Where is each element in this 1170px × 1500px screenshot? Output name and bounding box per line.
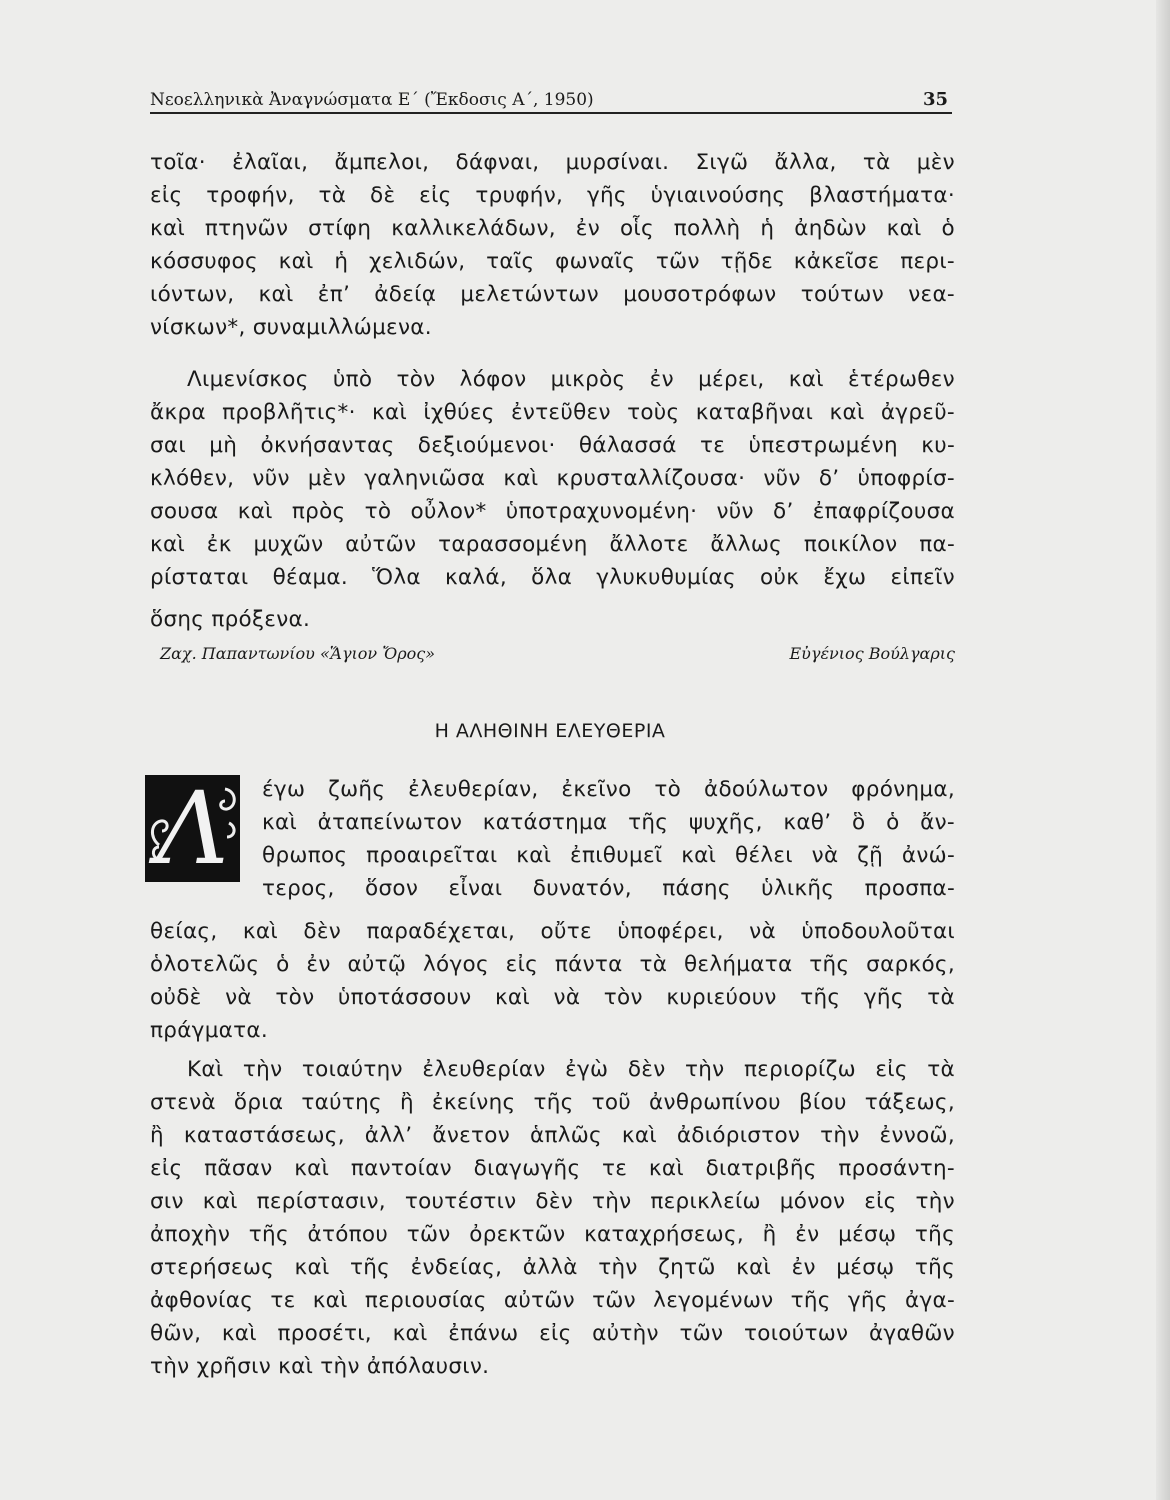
author-name: Εὐγένιος Βούλγαρις	[789, 644, 955, 663]
drop-cap-letter: Λ	[156, 770, 229, 887]
text-line: τερος, ὅσον εἶναι δυνατόν, πάσης ὑλικῆς προσπα-	[262, 876, 955, 901]
text-line: ὁλοτελῶς ὁ ἐν αὐτῷ λόγος εἰς πάντα τὰ θελήματα τῆς σαρκός,	[150, 952, 955, 977]
text-line: ρίσταται θέαμα. Ὅλα καλά, ὅλα γλυκυθυμίας οὐκ ἔχω εἰπεῖν	[150, 565, 955, 590]
text-line: ὅσης πρόξενα.	[150, 607, 311, 632]
text-line: σιν καὶ περίστασιν, τουτέστιν δὲν τὴν περικλείω μόνον εἰς τὴν	[150, 1189, 955, 1214]
text-line: κόσσυφος καὶ ἡ χελιδών, ταῖς φωναῖς τῶν τῇδε κἀκεῖσε περι-	[150, 249, 955, 274]
book-title: Νεοελληνικὰ Ἀναγνώσματα Ε΄ (Ἔκδοσις Α΄, 1950)	[150, 90, 594, 110]
text-line: θρωπος προαιρεῖται καὶ ἐπιθυμεῖ καὶ θέλει νὰ ζῇ ἀνώ-	[262, 843, 955, 868]
section-title: Η ΑΛΗΘΙΝΗ ΕΛΕΥΘΕΡΙΑ	[434, 720, 666, 742]
text-line: τὴν χρῆσιν καὶ τὴν ἀπόλαυσιν.	[150, 1354, 490, 1379]
ornamental-drop-cap	[145, 770, 240, 887]
text-line: ἀφθονίας τε καὶ περιουσίας αὐτῶν τῶν λεγομένων τῆς γῆς ἀγα-	[150, 1288, 955, 1313]
text-line: Λιμενίσκος ὑπὸ τὸν λόφον μικρὸς ἐν μέρει, καὶ ἑτέρωθεν	[187, 367, 955, 392]
text-line: ιόντων, καὶ ἐπ’ ἀδείᾳ μελετώντων μουσοτρόφων τούτων νεα-	[150, 282, 955, 307]
text-line: σουσα καὶ πρὸς τὸ οὖλον* ὑποτραχυνομένη· νῦν δ’ ἐπαφρίζουσα	[150, 499, 955, 524]
source-citation: Ζαχ. Παπαντωνίου «Ἅγιον Ὄρος»	[160, 644, 435, 663]
text-line: πράγματα.	[150, 1018, 268, 1043]
text-line: Καὶ τὴν τοιαύτην ἐλευθερίαν ἐγὼ δὲν τὴν περιορίζω εἰς τὰ	[187, 1057, 955, 1082]
page-edge-shadow	[1156, 0, 1170, 1500]
text-line: έγω ζωῆς ἐλευθερίαν, ἐκεῖνο τὸ ἀδούλωτον φρόνημα,	[262, 777, 955, 802]
text-line: τοῖα· ἐλαῖαι, ἄμπελοι, δάφναι, μυρσίναι. Σιγῶ ἄλλα, τὰ μὲν	[150, 150, 955, 175]
page-number: 35	[922, 89, 948, 110]
text-line: εἰς πᾶσαν καὶ παντοίαν διαγωγῆς τε καὶ διατριβῆς προσάντη-	[150, 1156, 955, 1181]
text-line: καὶ ἀταπείνωτον κατάστημα τῆς ψυχῆς, καθ’ ὃ ὁ ἄν-	[262, 810, 955, 835]
text-line: καὶ πτηνῶν στίφη καλλικελάδων, ἐν οἷς πολλὴ ἡ ἀηδὼν καὶ ὁ	[150, 216, 955, 241]
text-line: ἄκρα προβλῆτις*· καὶ ἰχθύες ἐντεῦθεν τοὺς καταβῆναι καὶ ἀγρεῦ-	[150, 400, 955, 425]
text-line: εἰς τροφήν, τὰ δὲ εἰς τρυφήν, γῆς ὑγιαινούσης βλαστήματα·	[150, 183, 955, 208]
text-line: οὐδὲ νὰ τὸν ὑποτάσσουν καὶ νὰ τὸν κυριεύουν τῆς γῆς τὰ	[150, 985, 955, 1010]
text-line: θῶν, καὶ προσέτι, καὶ ἐπάνω εἰς αὐτὴν τῶν τοιούτων ἀγαθῶν	[150, 1321, 955, 1346]
text-line: νίσκων*, συναμιλλώμενα.	[150, 315, 432, 340]
text-line: ἀποχὴν τῆς ἀτόπου τῶν ὀρεκτῶν καταχρήσεως, ἢ ἐν μέσῳ τῆς	[150, 1222, 955, 1247]
text-line: καὶ ἐκ μυχῶν αὐτῶν ταρασσομένη ἄλλοτε ἄλλως ποικίλον πα-	[150, 532, 955, 557]
text-line: στενὰ ὅρια ταύτης ἢ ἐκείνης τῆς τοῦ ἀνθρωπίνου βίου τάξεως,	[150, 1090, 955, 1115]
running-header	[150, 86, 952, 114]
text-line: σαι μὴ ὀκνήσαντας δεξιούμενοι· θάλασσά τε ὑπεστρωμένη κυ-	[150, 433, 955, 458]
text-line: θείας, καὶ δὲν παραδέχεται, οὔτε ὑποφέρει, νὰ ὑποδουλοῦται	[150, 919, 955, 944]
text-line: κλόθεν, νῦν μὲν γαληνιῶσα καὶ κρυσταλλίζουσα· νῦν δ’ ὑποφρίσ-	[150, 466, 955, 491]
text-line: ἢ καταστάσεως, ἀλλ’ ἄνετον ἁπλῶς καὶ ἀδιόριστον τὴν ἐννοῶ,	[150, 1123, 955, 1148]
text-line: στερήσεως καὶ τῆς ἐνδείας, ἀλλὰ τὴν ζητῶ καὶ ἐν μέσῳ τῆς	[150, 1255, 955, 1280]
